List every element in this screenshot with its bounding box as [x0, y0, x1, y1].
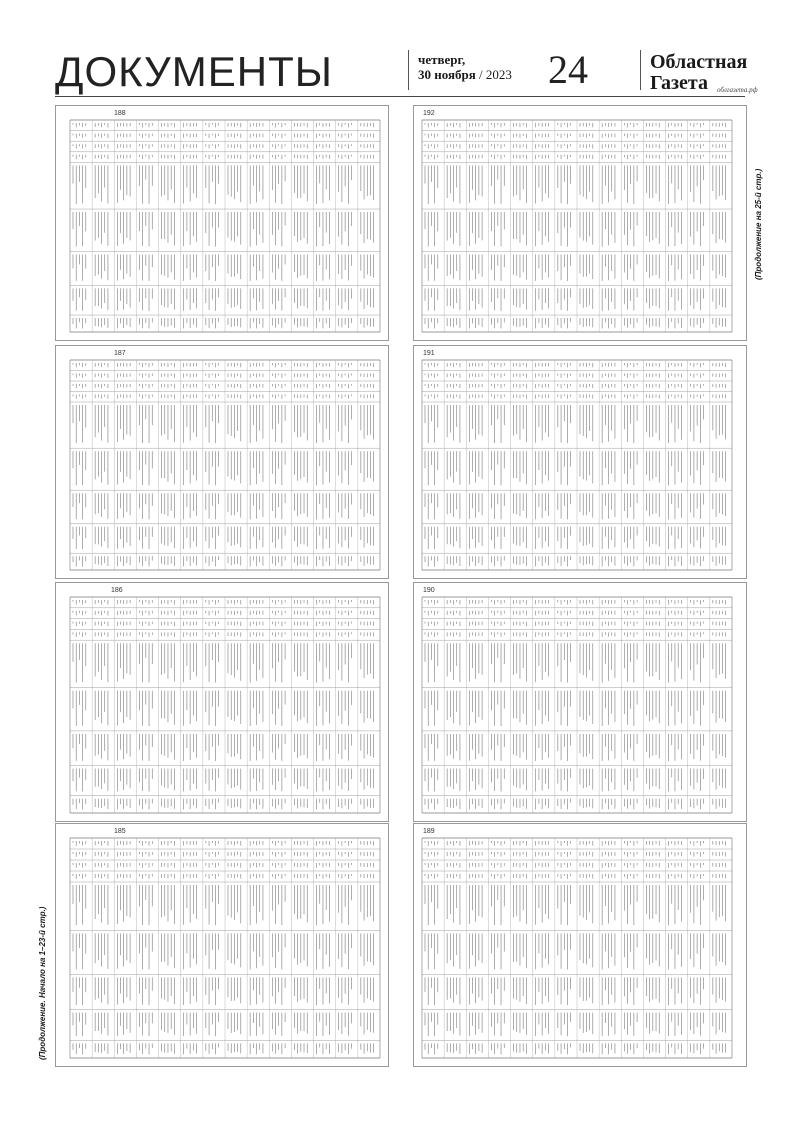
- table-page-panel: [413, 345, 747, 579]
- table-grid: [414, 583, 746, 821]
- table-grid: [56, 583, 388, 821]
- brand-line-1: Областная: [650, 51, 748, 73]
- table-page-panel: [413, 105, 747, 341]
- table-grid: [414, 106, 746, 340]
- table-page-panel: [55, 345, 389, 579]
- issue-date: [418, 52, 518, 82]
- issue-year: / 2023: [479, 67, 512, 82]
- table-page-panel: [55, 582, 389, 822]
- table-page-panel: [55, 823, 389, 1067]
- masthead: [0, 0, 800, 100]
- panel-page-number: 189: [423, 828, 435, 835]
- continuation-note: (Продолжение на 25-й стр.): [754, 168, 763, 280]
- table-grid: [414, 824, 746, 1066]
- panel-page-number: 187: [114, 350, 126, 357]
- panel-page-number: 192: [423, 110, 435, 117]
- masthead-rule: [55, 96, 745, 97]
- table-page-panel: [413, 823, 747, 1067]
- issue-weekday: четверг,: [418, 52, 466, 67]
- panel-page-number: 186: [111, 587, 123, 594]
- panel-page-number: 190: [423, 587, 435, 594]
- continuation-note: (Продолжение. Начало на 1–23-й стр.): [38, 906, 47, 1060]
- panel-page-number: 191: [423, 350, 435, 357]
- table-page-panel: [413, 582, 747, 822]
- panel-page-number: 185: [114, 828, 126, 835]
- section-title: ДОКУМЕНТЫ: [55, 48, 333, 95]
- table-grid: [56, 346, 388, 578]
- masthead-divider: [408, 50, 409, 90]
- brand-line-2: Газета: [650, 72, 708, 94]
- page-number: 24: [548, 47, 588, 92]
- site-url: облгазета.рф: [717, 86, 758, 94]
- table-grid: [414, 346, 746, 578]
- table-grid: [56, 106, 388, 340]
- masthead-divider: [640, 50, 641, 90]
- panel-page-number: 188: [114, 110, 126, 117]
- table-grid: [56, 824, 388, 1066]
- issue-day: 30 ноября: [418, 67, 476, 82]
- table-page-panel: [55, 105, 389, 341]
